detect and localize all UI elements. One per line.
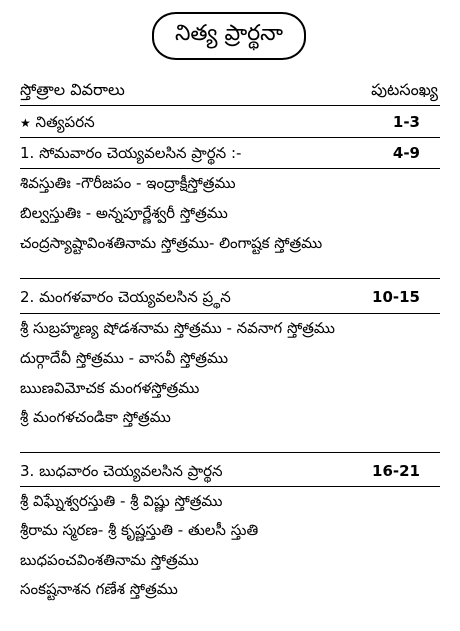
section-number: 3. bbox=[20, 462, 35, 480]
list-item: శ్రీ సుబ్రహ్మణ్య షోడశనామ స్తోత్రము - నవనాగ స్తోత్రము bbox=[20, 319, 335, 337]
list-item: బుధపంచవింశతినామ స్తోత్రము bbox=[20, 551, 199, 569]
section-title-text: మంగళవారం చెయ్యవలసిన ప్ర్థన bbox=[39, 288, 231, 306]
list-item: శివస్తుతిః -గౌరీజపం - ఇంద్రాక్షీస్తోత్రము bbox=[20, 174, 236, 192]
section-number: 1. bbox=[20, 144, 35, 162]
list-item: బిల్వస్తుతిః - అన్నపూర్ణేశ్వరీ స్తోత్రము bbox=[20, 204, 228, 222]
section-3-divider bbox=[20, 486, 440, 487]
list-item: చంద్రస్యాష్టావింశతినామ స్తోత్రము- లింగాష్టక స్తోత్రము bbox=[20, 234, 323, 252]
section-2-top-divider bbox=[20, 278, 440, 279]
section-1-pages: 4-9 bbox=[392, 144, 420, 162]
list-item: ఋణవిమోచక మంగళస్తోత్రము bbox=[20, 379, 200, 397]
column-header-pages: పుటసంఖ్య bbox=[371, 80, 438, 99]
section-3-title bbox=[20, 462, 223, 484]
list-item: శ్రీ మంగళచండికా స్తోత్రము bbox=[20, 408, 171, 426]
section-title-text: సోమవారం చెయ్యవలసిన ప్రార్థన :- bbox=[39, 144, 242, 162]
section-1-title bbox=[20, 144, 241, 166]
section-2-pages: 10-15 bbox=[372, 288, 420, 306]
list-item: సంకష్టనాశన గణేశ స్తోత్రము bbox=[20, 580, 178, 598]
section-3-top-divider bbox=[20, 452, 440, 453]
star-icon: ★ bbox=[20, 116, 31, 130]
page-title: నిత్య ప్రార్థనా bbox=[152, 12, 306, 60]
section-1-divider bbox=[20, 168, 440, 169]
intro-label: నిత్యపరన bbox=[35, 113, 95, 131]
list-item: శ్రీరామ స్మరణ- శ్రీ కృష్ణస్తుతి - తులసీ స్తుతి bbox=[20, 521, 259, 539]
intro-pages: 1-3 bbox=[392, 113, 420, 131]
section-title-text: బుధవారం చెయ్యవలసిన ప్రార్థన bbox=[39, 462, 223, 480]
section-3-pages: 16-21 bbox=[372, 462, 420, 480]
column-header-contents: స్తోత్రాల వివరాలు bbox=[20, 80, 125, 99]
intro-row bbox=[20, 113, 95, 135]
list-item: దుర్గాదేవీ స్తోత్రము - వాసవీ స్తోత్రము bbox=[20, 349, 229, 367]
section-number: 2. bbox=[20, 288, 35, 306]
section-2-divider bbox=[20, 313, 440, 314]
intro-divider bbox=[20, 137, 440, 138]
section-2-title bbox=[20, 288, 231, 310]
list-item: శ్రీ విఘ్నేశ్వరస్తుతి - శ్రీ విష్ణు స్తోత్రము bbox=[20, 492, 223, 510]
header-divider bbox=[20, 105, 440, 106]
